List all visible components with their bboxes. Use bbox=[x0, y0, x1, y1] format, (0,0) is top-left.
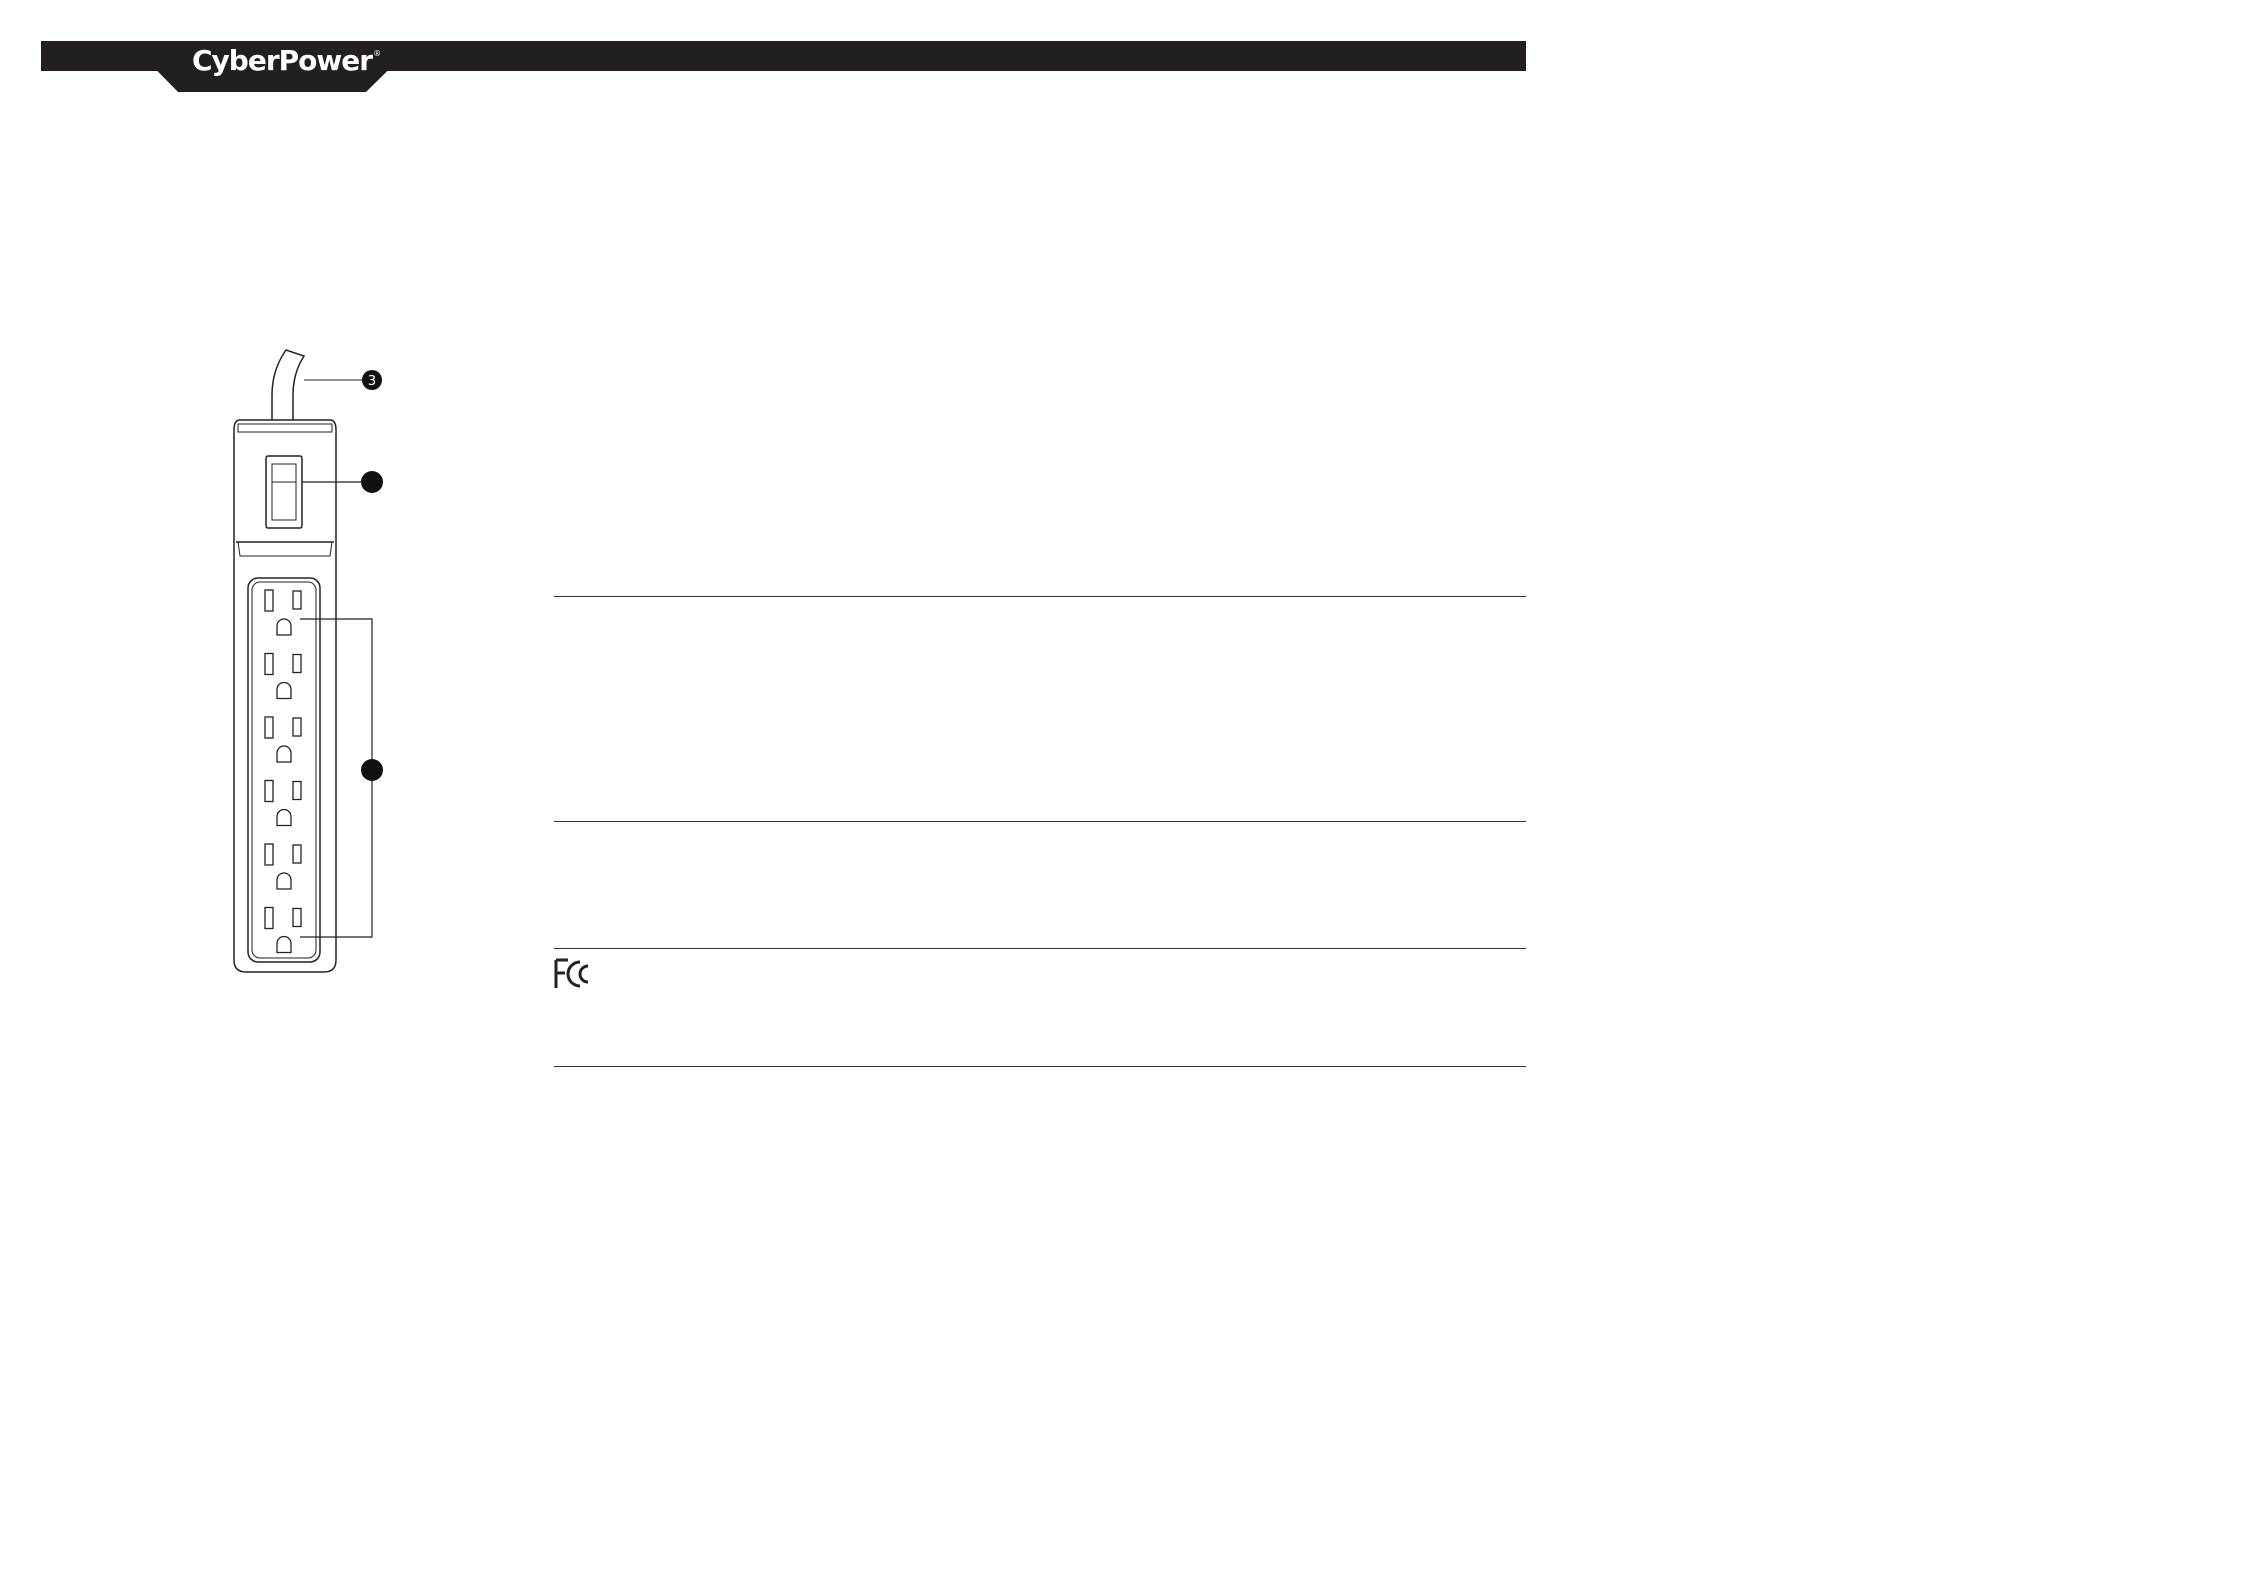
section-divider-1 bbox=[554, 596, 1526, 597]
power-cord bbox=[272, 350, 304, 420]
section-divider-3 bbox=[554, 948, 1526, 949]
callout-label-cord: 3 bbox=[367, 374, 377, 389]
cyberpower-logo: CyberPower® bbox=[192, 44, 381, 77]
fcc-logo-icon bbox=[552, 956, 596, 992]
section-divider-2 bbox=[554, 821, 1526, 822]
outlet bbox=[265, 590, 301, 635]
outlet bbox=[265, 654, 301, 699]
outlet bbox=[265, 844, 301, 889]
outlets bbox=[265, 590, 301, 953]
power-strip-diagram bbox=[200, 330, 420, 990]
power-switch bbox=[266, 456, 302, 528]
outlet bbox=[265, 717, 301, 762]
outlet bbox=[265, 908, 301, 953]
outlet bbox=[265, 781, 301, 826]
callout-marker-switch bbox=[361, 471, 383, 493]
callout-marker-outlets bbox=[361, 759, 383, 781]
section-divider-4 bbox=[554, 1066, 1526, 1067]
